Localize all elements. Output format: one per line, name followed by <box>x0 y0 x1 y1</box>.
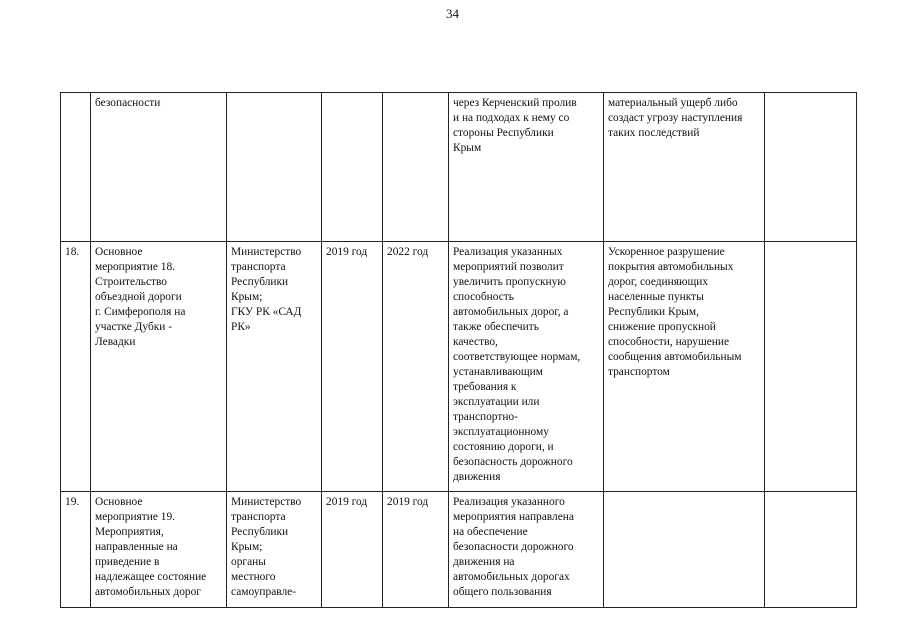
end-year-cell: 2022 год <box>383 242 449 492</box>
end-year-cell <box>383 93 449 242</box>
table-row <box>61 492 857 608</box>
measures-table <box>60 92 857 608</box>
table-row <box>61 93 857 242</box>
expected-result-cell: через Керченский пролив и на подходах к нему со стороны Республики Крым <box>449 93 604 242</box>
table-row <box>61 242 857 492</box>
extra-cell <box>765 242 857 492</box>
start-year-cell: 2019 год <box>322 492 383 608</box>
executor-cell <box>227 93 322 242</box>
page-number: 34 <box>446 6 459 21</box>
consequences-cell: Ускоренное разрушение покрытия автомобильных дорог, соединяющих населенные пункты Республики Крым, снижение пропускной способности, нарушение сообщения автомобильным транспортом <box>604 242 765 492</box>
expected-result-cell: Реализация указанного мероприятия направлена на обеспечение безопасности дорожного движения на автомобильных дорогах общего пользования <box>449 492 604 608</box>
measure-name-cell: Основное мероприятие 19. Мероприятия, направленные на приведение в надлежащее состояние автомобильных дорог <box>91 492 227 608</box>
row-number-cell <box>61 93 91 242</box>
measure-name-cell: безопасности <box>91 93 227 242</box>
consequences-cell <box>604 492 765 608</box>
row-number-cell: 19. <box>61 492 91 608</box>
executor-cell: Министерство транспорта Республики Крым; ГКУ РК «САД РК» <box>227 242 322 492</box>
row-number-cell: 18. <box>61 242 91 492</box>
start-year-cell <box>322 93 383 242</box>
measure-name-cell: Основное мероприятие 18. Строительство объездной дороги г. Симферополя на участке Дубки - Левадки <box>91 242 227 492</box>
expected-result-cell: Реализация указанных мероприятий позволит увеличить пропускную способность автомобильных дорог, а также обеспечить качество, соответствующее нормам, устанавливающим требования к эксплуатации или транспортно- эксплуатационному состоянию дороги, и безопасность дорожного движения <box>449 242 604 492</box>
start-year-cell: 2019 год <box>322 242 383 492</box>
consequences-cell: материальный ущерб либо создаст угрозу наступления таких последствий <box>604 93 765 242</box>
extra-cell <box>765 93 857 242</box>
executor-cell: Министерство транспорта Республики Крым; органы местного самоуправле- <box>227 492 322 608</box>
extra-cell <box>765 492 857 608</box>
end-year-cell: 2019 год <box>383 492 449 608</box>
